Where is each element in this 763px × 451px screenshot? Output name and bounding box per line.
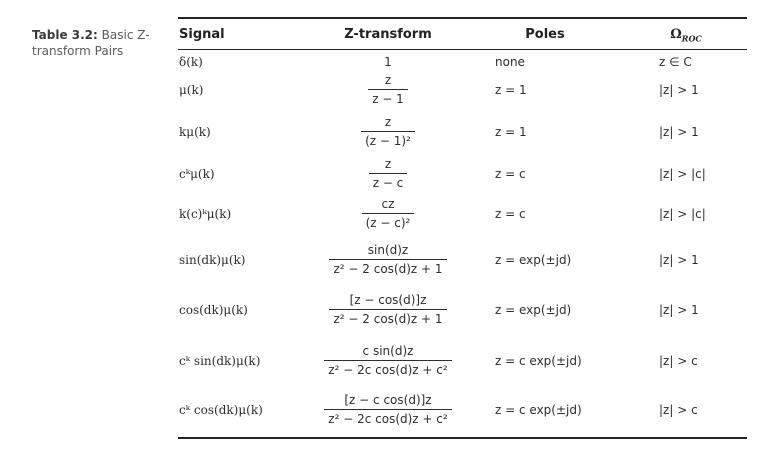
roc-cell: |z| > c (659, 354, 698, 368)
ztransform-denominator: z − 1 (368, 89, 408, 106)
poles-cell: z = c (495, 207, 526, 221)
header-ztransform: Z-transform (344, 27, 432, 42)
header-roc-subscript: ROC (681, 33, 702, 44)
ztransform-denominator: z² − 2 cos(d)z + 1 (329, 309, 446, 326)
header-signal: Signal (179, 27, 225, 42)
bottom-rule (178, 437, 747, 439)
signal-cell: cᵏμ(k) (179, 167, 215, 181)
roc-cell: |z| > c (659, 403, 698, 417)
signal-cell: k(c)ᵏμ(k) (179, 207, 232, 221)
roc-cell: |z| > 1 (659, 83, 699, 97)
ztransform-numerator: cz (381, 197, 395, 211)
signal-cell: μ(k) (179, 83, 204, 97)
roc-cell: z ∈ C (659, 55, 692, 69)
ztransform-cell (318, 157, 458, 190)
caption-title: Basic Z-transform Pairs (32, 28, 150, 58)
ztransform-cell (318, 344, 458, 377)
ztransform-denominator: z² − 2c cos(d)z + c² (324, 360, 451, 377)
ztransform-numerator: sin(d)z (367, 243, 409, 257)
poles-cell: z = 1 (495, 83, 527, 97)
signal-cell: sin(dk)μ(k) (179, 253, 246, 267)
header-roc: $\Omega_{ROC}$ (670, 27, 702, 44)
ztransform-numerator: z (384, 73, 392, 87)
ztransform-denominator: (z − 1)² (361, 131, 415, 148)
ztransform-cell (318, 393, 458, 426)
signal-cell: cᵏ sin(dk)μ(k) (179, 354, 261, 368)
poles-cell: none (495, 55, 525, 69)
top-rule (178, 17, 747, 19)
signal-cell: δ(k) (179, 55, 203, 69)
poles-cell: z = c exp(±jd) (495, 403, 582, 417)
roc-cell: |z| > 1 (659, 253, 699, 267)
poles-cell: z = exp(±jd) (495, 253, 572, 267)
ztransform-cell (318, 115, 458, 148)
ztransform-denominator: z² − 2 cos(d)z + 1 (329, 259, 446, 276)
ztransform-numerator: [z − cos(d)]z (349, 293, 427, 307)
ztransform-denominator: z² − 2c cos(d)z + c² (324, 409, 451, 426)
header-rule (178, 49, 747, 50)
roc-cell: |z| > |c| (659, 167, 706, 181)
ztransform-numerator: c sin(d)z (362, 344, 414, 358)
roc-cell: |z| > 1 (659, 125, 699, 139)
signal-cell: cos(dk)μ(k) (179, 303, 248, 317)
roc-cell: |z| > |c| (659, 207, 706, 221)
ztransform-cell (318, 293, 458, 326)
poles-cell: z = exp(±jd) (495, 303, 572, 317)
ztransform-numerator: z (384, 157, 392, 171)
z-transform-table (178, 17, 747, 440)
table-caption (32, 27, 167, 59)
ztransform-cell (318, 197, 458, 230)
ztransform-numerator: [z − c cos(d)]z (344, 393, 432, 407)
signal-cell: kμ(k) (179, 125, 211, 139)
poles-cell: z = c (495, 167, 526, 181)
ztransform-cell (318, 73, 458, 106)
roc-cell: |z| > 1 (659, 303, 699, 317)
caption-label: Table 3.2: (32, 28, 98, 42)
ztransform-numerator: z (384, 115, 392, 129)
poles-cell: z = 1 (495, 125, 527, 139)
ztransform-denominator: (z − c)² (362, 213, 415, 230)
ztransform-denominator: z − c (369, 173, 408, 190)
ztransform-cell (318, 243, 458, 276)
header-poles: Poles (525, 27, 565, 42)
ztransform-cell: 1 (384, 55, 392, 69)
poles-cell: z = c exp(±jd) (495, 354, 582, 368)
signal-cell: cᵏ cos(dk)μ(k) (179, 403, 263, 417)
